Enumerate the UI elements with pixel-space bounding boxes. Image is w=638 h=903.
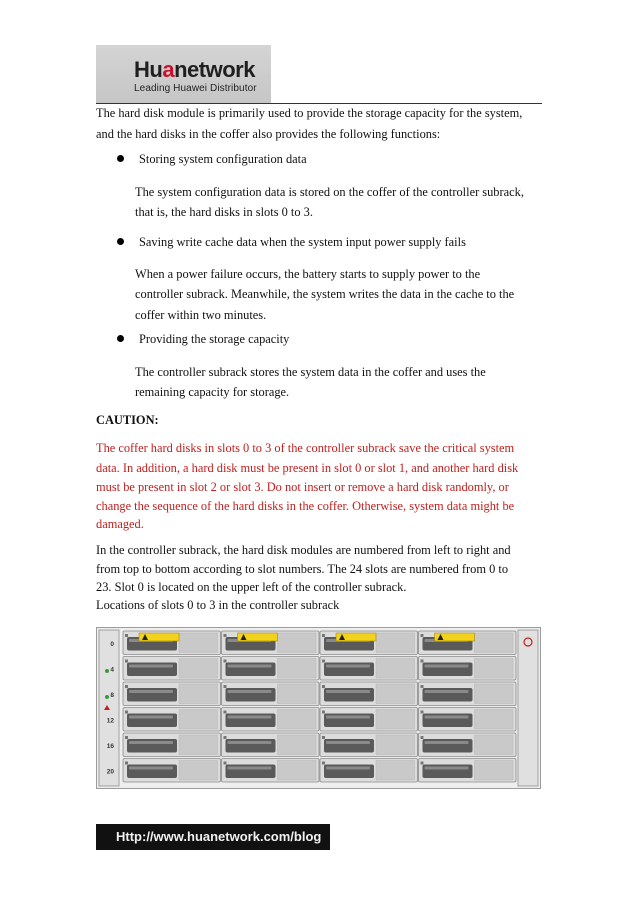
slot-row-label: 12 xyxy=(106,717,114,725)
drive-vent-mesh xyxy=(376,761,415,781)
right-mount-ear xyxy=(518,630,538,786)
drive-vent-mesh xyxy=(179,761,218,781)
drive-handle-highlight xyxy=(228,716,272,719)
drive-indicator-icon xyxy=(421,685,424,688)
drive-indicator-icon xyxy=(125,634,128,637)
function-desc-1-line-1: The system configuration data is stored on the coffer of the controller subrack, xyxy=(135,185,524,199)
function-desc-2-line-1: When a power failure occurs, the battery starts to supply power to the xyxy=(135,267,481,281)
function-desc-3-line-2: remaining capacity for storage. xyxy=(135,385,290,399)
drive-indicator-icon xyxy=(224,711,227,714)
bullet-icon xyxy=(117,335,124,342)
drive-vent-mesh xyxy=(179,735,218,755)
drive-indicator-icon xyxy=(322,711,325,714)
slot-row-label: 20 xyxy=(106,768,114,776)
drive-vent-mesh xyxy=(475,659,514,679)
drive-vent-mesh xyxy=(376,659,415,679)
drive-indicator-icon xyxy=(224,634,227,637)
drive-vent-mesh xyxy=(278,659,317,679)
drive-handle-highlight xyxy=(129,741,173,744)
drive-handle-highlight xyxy=(129,690,173,693)
numbering-line-3: 23. Slot 0 is located on the upper left of the controller subrack. xyxy=(96,580,407,594)
drive-handle-highlight xyxy=(129,716,173,719)
subrack-diagram xyxy=(97,628,540,788)
numbering-line-1: In the controller subrack, the hard disk modules are numbered from left to right and xyxy=(96,543,511,557)
drive-indicator-icon xyxy=(125,711,128,714)
status-led-icon xyxy=(105,669,109,673)
drive-handle-highlight xyxy=(425,716,469,719)
drive-indicator-icon xyxy=(125,660,128,663)
drive-indicator-icon xyxy=(224,660,227,663)
caution-line-2: data. In addition, a hard disk must be present in slot 0 or slot 1, and another hard disk xyxy=(96,461,519,475)
drive-indicator-icon xyxy=(224,736,227,739)
status-led-icon xyxy=(105,695,109,699)
drive-indicator-icon xyxy=(421,736,424,739)
intro-line-1: The hard disk module is primarily used to provide the storage capacity for the system, xyxy=(96,106,523,120)
drive-indicator-icon xyxy=(224,762,227,765)
function-desc-3-line-1: The controller subrack stores the system data in the coffer and uses the xyxy=(135,365,486,379)
drive-vent-mesh xyxy=(278,735,317,755)
caution-line-1: The coffer hard disks in slots 0 to 3 of the controller subrack save the critical system xyxy=(96,441,515,455)
drive-indicator-icon xyxy=(125,736,128,739)
drive-vent-mesh xyxy=(278,761,317,781)
drive-vent-mesh xyxy=(376,684,415,704)
drive-handle-highlight xyxy=(425,690,469,693)
caution-line-5: damaged. xyxy=(96,517,144,531)
drive-indicator-icon xyxy=(421,660,424,663)
drive-handle-highlight xyxy=(228,767,272,770)
drive-indicator-icon xyxy=(125,685,128,688)
slot-row-label: 4 xyxy=(110,666,114,674)
function-desc-1-line-2: that is, the hard disks in slots 0 to 3. xyxy=(135,205,313,219)
drive-vent-mesh xyxy=(376,735,415,755)
footer-url[interactable]: Http://www.huanetwork.com/blog xyxy=(116,829,322,844)
drive-indicator-icon xyxy=(421,634,424,637)
drive-handle-highlight xyxy=(129,665,173,668)
drive-handle-highlight xyxy=(326,665,370,668)
drive-handle-highlight xyxy=(326,767,370,770)
drive-vent-mesh xyxy=(376,633,415,653)
drive-handle-highlight xyxy=(129,767,173,770)
drive-vent-mesh xyxy=(475,761,514,781)
footer-url-bar xyxy=(96,824,330,850)
caution-line-3: must be present in slot 2 or slot 3. Do not insert or remove a hard disk randomly, or xyxy=(96,480,509,494)
company-logo xyxy=(96,45,271,103)
logo-tagline: Leading Huawei Distributor xyxy=(134,83,257,94)
logo-wordmark: Huanetwork xyxy=(134,57,255,82)
function-desc-2-line-2: controller subrack. Meanwhile, the system writes the data in the cache to the xyxy=(135,287,515,301)
drive-vent-mesh xyxy=(475,735,514,755)
left-mount-ear xyxy=(99,630,119,786)
figure-caption: Locations of slots 0 to 3 in the controller subrack xyxy=(96,598,340,612)
drive-handle-highlight xyxy=(425,767,469,770)
bullet-icon xyxy=(117,238,124,245)
drive-indicator-icon xyxy=(421,762,424,765)
drive-indicator-icon xyxy=(224,685,227,688)
drive-indicator-icon xyxy=(125,762,128,765)
bullet-icon xyxy=(117,155,124,162)
drive-handle-highlight xyxy=(228,665,272,668)
drive-vent-mesh xyxy=(179,684,218,704)
drive-vent-mesh xyxy=(179,710,218,730)
drive-vent-mesh xyxy=(278,633,317,653)
drive-handle-highlight xyxy=(425,665,469,668)
caution-label: CAUTION: xyxy=(96,413,159,427)
controller-subrack-figure xyxy=(96,627,541,789)
drive-indicator-icon xyxy=(322,762,325,765)
caution-line-4: change the sequence of the hard disks in the coffer. Otherwise, system data might be xyxy=(96,499,515,513)
drive-vent-mesh xyxy=(179,659,218,679)
drive-handle-highlight xyxy=(228,690,272,693)
drive-vent-mesh xyxy=(278,684,317,704)
numbering-line-2: from top to bottom according to slot numbers. The 24 slots are numbered from 0 to xyxy=(96,562,509,576)
drive-vent-mesh xyxy=(475,684,514,704)
slot-row-label: 8 xyxy=(110,692,114,699)
function-title-3: Providing the storage capacity xyxy=(139,332,290,346)
intro-line-2: and the hard disks in the coffer also provides the following functions: xyxy=(96,127,441,141)
slot-row-label: 16 xyxy=(106,743,114,750)
drive-handle-highlight xyxy=(425,741,469,744)
drive-indicator-icon xyxy=(322,660,325,663)
drive-indicator-icon xyxy=(322,634,325,637)
drive-indicator-icon xyxy=(421,711,424,714)
function-title-1: Storing system configuration data xyxy=(139,152,307,166)
drive-indicator-icon xyxy=(322,685,325,688)
drive-vent-mesh xyxy=(475,633,514,653)
function-title-2: Saving write cache data when the system input power supply fails xyxy=(139,235,466,249)
drive-vent-mesh xyxy=(376,710,415,730)
drive-handle-highlight xyxy=(326,690,370,693)
slot-row-label: 0 xyxy=(110,641,114,648)
drive-handle-highlight xyxy=(228,741,272,744)
function-desc-2-line-3: coffer within two minutes. xyxy=(135,308,267,322)
drive-indicator-icon xyxy=(322,736,325,739)
drive-handle-highlight xyxy=(326,741,370,744)
drive-handle-highlight xyxy=(326,716,370,719)
drive-vent-mesh xyxy=(475,710,514,730)
drive-vent-mesh xyxy=(179,633,218,653)
drive-vent-mesh xyxy=(278,710,317,730)
